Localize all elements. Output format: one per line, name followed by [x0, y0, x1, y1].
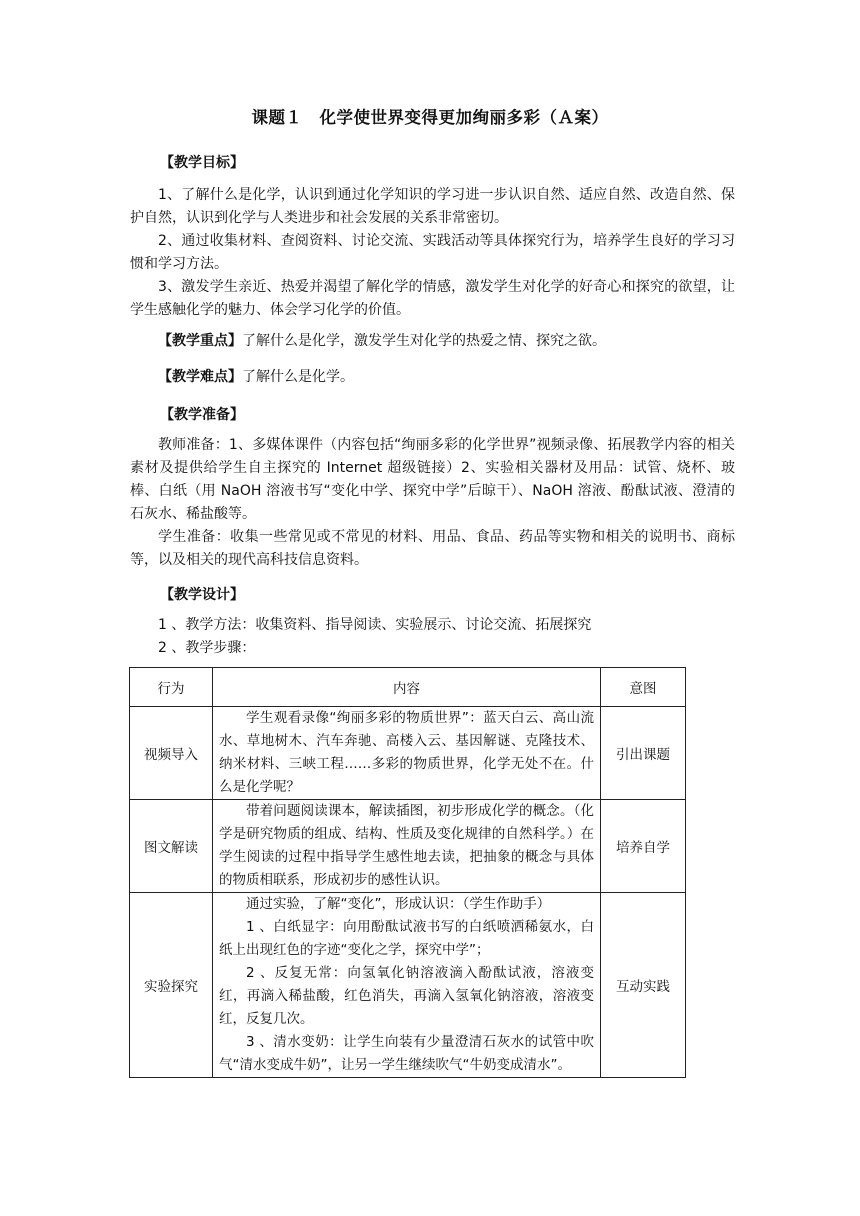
difficulty-text: 了解什么是化学。	[242, 369, 354, 385]
difficulty-line	[158, 366, 354, 389]
row-intent: 引出课题	[601, 707, 686, 800]
row-content-paragraph: 通过实验，了解“变化”，形成认识：（学生作助手）	[246, 896, 551, 912]
table-row	[130, 893, 686, 1078]
row-content	[213, 893, 601, 1078]
goal-item-1: 1、了解什么是化学，认识到通过化学知识的学习进一步认识自然、适应自然、改造自然、保护自然，认识到化学与人类进步和社会发展的关系非常密切。	[130, 187, 735, 226]
row-intent: 互动实践	[601, 893, 686, 1078]
row-content-paragraph: 学生观看录像“绚丽多彩的物质世界”：蓝天白云、高山流水、草地树木、汽车奔驰、高楼入云、基因解谜、克隆技术、纳米材料、三峡工程……多彩的物质世界，化学无处不在。什么是化学呢？	[219, 710, 594, 795]
row-action: 实验探究	[130, 893, 213, 1078]
row-content-paragraph: 带着问题阅读课本，解读插图，初步形成化学的概念。（化学是研究物质的组成、结构、性质及变化规律的自然科学。）在学生阅读的过程中指导学生感性地去读，把抽象的概念与具体的物质相联系，形成初步的感性认识。	[219, 803, 594, 888]
document-title: 课题１ 化学使世界变得更加绚丽多彩（Ａ案）	[251, 108, 609, 127]
goals-heading: 【教学目标】	[160, 155, 244, 171]
focus-heading: 【教学重点】	[158, 333, 242, 349]
difficulty-heading: 【教学难点】	[158, 369, 242, 385]
row-content-paragraph: 2 、反复无常：向氢氧化钠溶液滴入酚酞试液，溶液变红，再滴入稀盐酸，红色消失，再滴入氢氧化钠溶液，溶液变红，反复几次。	[219, 965, 594, 1027]
teaching-method: 1 、教学方法：收集资料、指导阅读、实验展示、讨论交流、拓展探究	[158, 617, 592, 633]
student-preparation: 学生准备：收集一些常见或不常见的材料、用品、食品、药品等实物和相关的说明书、商标等，以及相关的现代高科技信息资料。	[130, 529, 735, 568]
table-header-row	[130, 668, 686, 707]
goal-item-2: 2、通过收集材料、查阅资料、讨论交流、实践活动等具体探究行为，培养学生良好的学习习惯和学习方法。	[130, 233, 735, 272]
goal-item-3: 3、激发学生亲近、热爱并渴望了解化学的情感，激发学生对化学的好奇心和探究的欲望，让学生感触化学的魅力、体会学习化学的价值。	[130, 279, 735, 318]
focus-line	[158, 330, 606, 353]
header-intent: 意图	[601, 668, 686, 707]
row-action: 图文解读	[130, 800, 213, 893]
header-action: 行为	[130, 668, 213, 707]
row-content-paragraph: 3 、清水变奶：让学生向装有少量澄清石灰水的试管中吹气“清水变成牛奶”，让另一学生继续吹气“牛奶变成清水”。	[219, 1034, 594, 1073]
row-intent: 培养自学	[601, 800, 686, 893]
preparation-heading: 【教学准备】	[160, 407, 244, 423]
header-content: 内容	[213, 668, 601, 707]
design-heading: 【教学设计】	[160, 587, 244, 603]
row-content-paragraph: 1 、白纸显字：向用酚酞试液书写的白纸喷洒稀氨水，白纸上出现红色的字迹“变化之学，探究中学”；	[219, 919, 594, 958]
row-content	[213, 707, 601, 800]
table-row	[130, 707, 686, 800]
teacher-preparation: 教师准备：1、多媒体课件（内容包括“绚丽多彩的化学世界”视频录像、拓展教学内容的相关素材及提供给学生自主探究的 Internet 超级链接）2、实验相关器材及用品：试管、烧杯、玻棒、白纸（用 NaOH 溶液书写“变化中学、探究中学”后晾干）、NaOH 溶液、酚酞试液、澄清的石灰水、稀盐酸等。	[130, 437, 735, 522]
row-action: 视频导入	[130, 707, 213, 800]
focus-text: 了解什么是化学，激发学生对化学的热爱之情、探究之欲。	[242, 333, 606, 349]
row-content	[213, 800, 601, 893]
table-row	[130, 800, 686, 893]
teaching-steps-label: 2 、教学步骤：	[158, 640, 256, 656]
teaching-steps-table	[129, 667, 686, 1078]
